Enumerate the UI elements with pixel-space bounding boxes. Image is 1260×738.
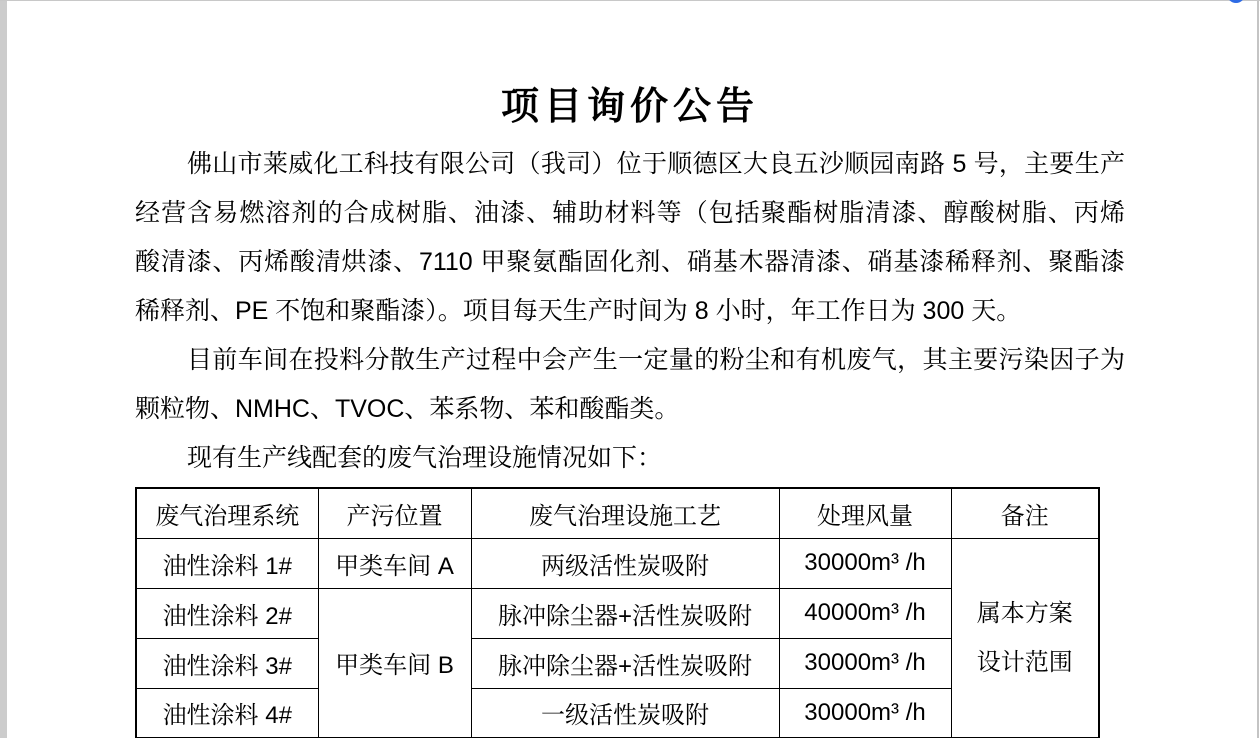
document-page <box>135 0 1125 738</box>
paragraph-line: 现有生产线配套的废气治理设施情况如下： <box>187 444 663 472</box>
paragraph-line: 目前车间在投料分散生产过程中会产生一定量的粉尘和有机废气，其主要污染因子为 <box>187 346 1125 374</box>
remark-line: 属本方案 <box>976 599 1073 627</box>
header-cell-location: 产污位置 <box>318 488 471 538</box>
cell-process: 脉冲除尘器+活性炭吸附 <box>471 588 779 638</box>
cell-remark <box>951 538 1099 738</box>
cell-location: 甲类车间 B <box>318 588 471 738</box>
paragraph-line: 稀释剂、PE 不饱和聚酯漆）。项目每天生产时间为 8 小时，年工作日为 300 天。 <box>135 297 1022 325</box>
header-cell-airflow: 处理风量 <box>779 488 951 538</box>
remark-line: 设计范围 <box>976 648 1073 676</box>
paragraph-table-lead-in <box>135 434 1125 483</box>
header-cell-system: 废气治理系统 <box>136 488 318 538</box>
paragraph-pollutants <box>135 336 1125 434</box>
paragraph-line: 经营含易燃溶剂的合成树脂、油漆、辅助材料等（包括聚酯树脂清漆、醇酸树脂、丙烯 <box>135 199 1125 227</box>
paragraph-line: 佛山市莱威化工科技有限公司（我司）位于顺德区大良五沙顺园南路 5 号，主要生产 <box>187 150 1125 178</box>
treatment-facilities-table <box>135 487 1100 738</box>
cell-system: 油性涂料 2# <box>136 588 318 638</box>
cell-system: 油性涂料 1# <box>136 538 318 588</box>
cell-airflow: 30000m³ /h <box>779 688 951 738</box>
cell-system: 油性涂料 4# <box>136 688 318 738</box>
cell-system: 油性涂料 3# <box>136 638 318 688</box>
table-header-row <box>136 488 1099 538</box>
cell-airflow: 30000m³ /h <box>779 538 951 588</box>
cell-airflow: 30000m³ /h <box>779 638 951 688</box>
table-row <box>136 538 1099 588</box>
cell-process: 一级活性炭吸附 <box>471 688 779 738</box>
paragraph-line: 颗粒物、NMHC、TVOC、苯系物、苯和酸酯类。 <box>135 395 680 423</box>
canvas-left-gutter <box>0 1 7 738</box>
cell-process: 两级活性炭吸附 <box>471 538 779 588</box>
document-title: 项目询价公告 <box>500 86 759 128</box>
header-cell-remark: 备注 <box>951 488 1099 538</box>
scrollbar-track[interactable] <box>1257 1 1259 738</box>
cell-process: 脉冲除尘器+活性炭吸附 <box>471 638 779 688</box>
paragraph-line: 酸清漆、丙烯酸清烘漆、7110 甲聚氨酯固化剂、硝基木器清漆、硝基漆稀释剂、聚酯漆 <box>135 248 1125 276</box>
paragraph-company-intro <box>135 140 1125 336</box>
cell-location: 甲类车间 A <box>318 538 471 588</box>
cell-airflow: 40000m³ /h <box>779 588 951 638</box>
header-cell-process: 废气治理设施工艺 <box>471 488 779 538</box>
